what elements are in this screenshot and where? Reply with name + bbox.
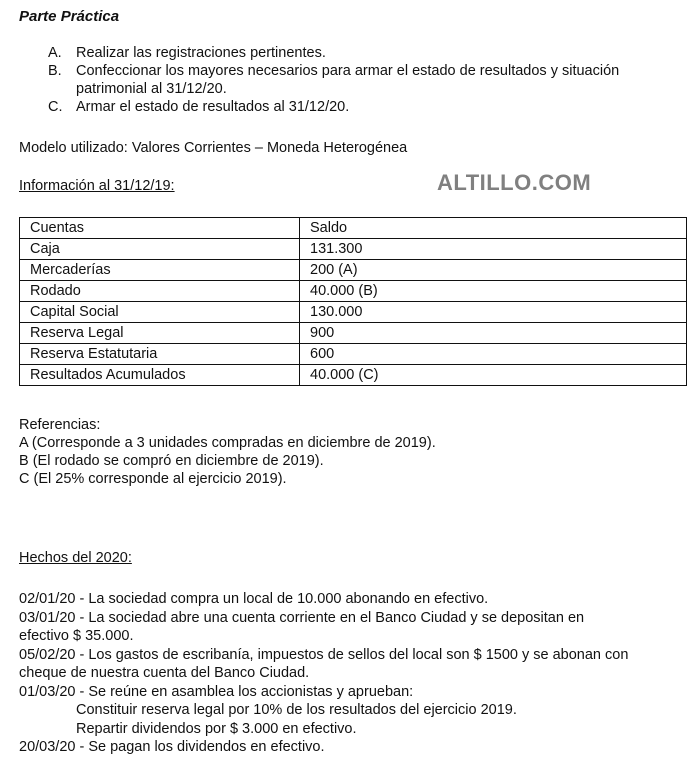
- task-list: [19, 44, 679, 116]
- events-list: [19, 590, 689, 757]
- task-letter: B.: [48, 63, 62, 79]
- event-line: 20/03/20 - Se pagan los dividendos en efectivo.: [19, 739, 325, 755]
- event-line: efectivo $ 35.000.: [19, 628, 134, 644]
- event-line: 05/02/20 - Los gastos de escribanía, impuestos de sellos del local son $ 1500 y se abonan con: [19, 646, 629, 663]
- account-name: Reserva Legal: [20, 323, 300, 344]
- account-balance: 40.000 (C): [300, 365, 687, 386]
- reference-item: A (Corresponde a 3 unidades compradas en diciembre de 2019).: [19, 435, 436, 451]
- task-item: [19, 62, 679, 98]
- account-balance: 40.000 (B): [300, 281, 687, 302]
- table-row: [20, 239, 687, 260]
- account-name: Capital Social: [20, 302, 300, 323]
- event-line: 03/01/20 - La sociedad abre una cuenta corriente en el Banco Ciudad y se depositan en: [19, 609, 585, 626]
- events-heading: Hechos del 2020:: [19, 550, 132, 566]
- table-header-row: [20, 218, 687, 239]
- task-text: Realizar las registraciones pertinentes.: [76, 45, 326, 61]
- task-item: [19, 44, 679, 62]
- event-line: Constituir reserva legal por 10% de los resultados del ejercicio 2019.: [76, 702, 517, 718]
- reference-item: C (El 25% corresponde al ejercicio 2019).: [19, 471, 287, 487]
- reference-item: B (El rodado se compró en diciembre de 2019).: [19, 453, 324, 469]
- header-cell-accounts: Cuentas: [20, 218, 300, 239]
- references-block: [19, 416, 436, 488]
- event-line: 02/01/20 - La sociedad compra un local de 10.000 abonando en efectivo.: [19, 591, 489, 607]
- task-letter: A.: [48, 45, 62, 61]
- table-row: [20, 365, 687, 386]
- account-balance: 600: [300, 344, 687, 365]
- account-name: Caja: [20, 239, 300, 260]
- account-balance: 200 (A): [300, 260, 687, 281]
- account-name: Reserva Estatutaria: [20, 344, 300, 365]
- task-text: Armar el estado de resultados al 31/12/20.: [76, 99, 350, 115]
- event-line: cheque de nuestra cuenta del Banco Ciudad.: [19, 665, 310, 681]
- references-title: Referencias:: [19, 417, 101, 433]
- table-row: [20, 323, 687, 344]
- account-balance: 131.300: [300, 239, 687, 260]
- watermark-logo: ALTILLO.COM: [437, 170, 592, 195]
- event-line: 01/03/20 - Se reúne en asamblea los accionistas y aprueban:: [19, 683, 414, 700]
- task-item: [19, 98, 679, 116]
- header-cell-balance: Saldo: [300, 218, 687, 239]
- table-row: [20, 281, 687, 302]
- info-heading: Información al 31/12/19:: [19, 178, 175, 194]
- event-line: Repartir dividendos por $ 3.000 en efectivo.: [76, 720, 357, 737]
- table-row: [20, 344, 687, 365]
- account-balance: 130.000: [300, 302, 687, 323]
- task-letter: C.: [48, 99, 63, 115]
- account-name: Mercaderías: [20, 260, 300, 281]
- account-name: Rodado: [20, 281, 300, 302]
- model-statement: Modelo utilizado: Valores Corrientes – Moneda Heterogénea: [19, 140, 408, 156]
- table-row: [20, 302, 687, 323]
- table-row: [20, 260, 687, 281]
- section-title: Parte Práctica: [19, 8, 120, 25]
- account-balance: 900: [300, 323, 687, 344]
- task-text: Confeccionar los mayores necesarios para armar el estado de resultados y situación patrimonial al 31/12/20.: [76, 63, 620, 97]
- accounts-table: [19, 217, 687, 386]
- account-name: Resultados Acumulados: [20, 365, 300, 386]
